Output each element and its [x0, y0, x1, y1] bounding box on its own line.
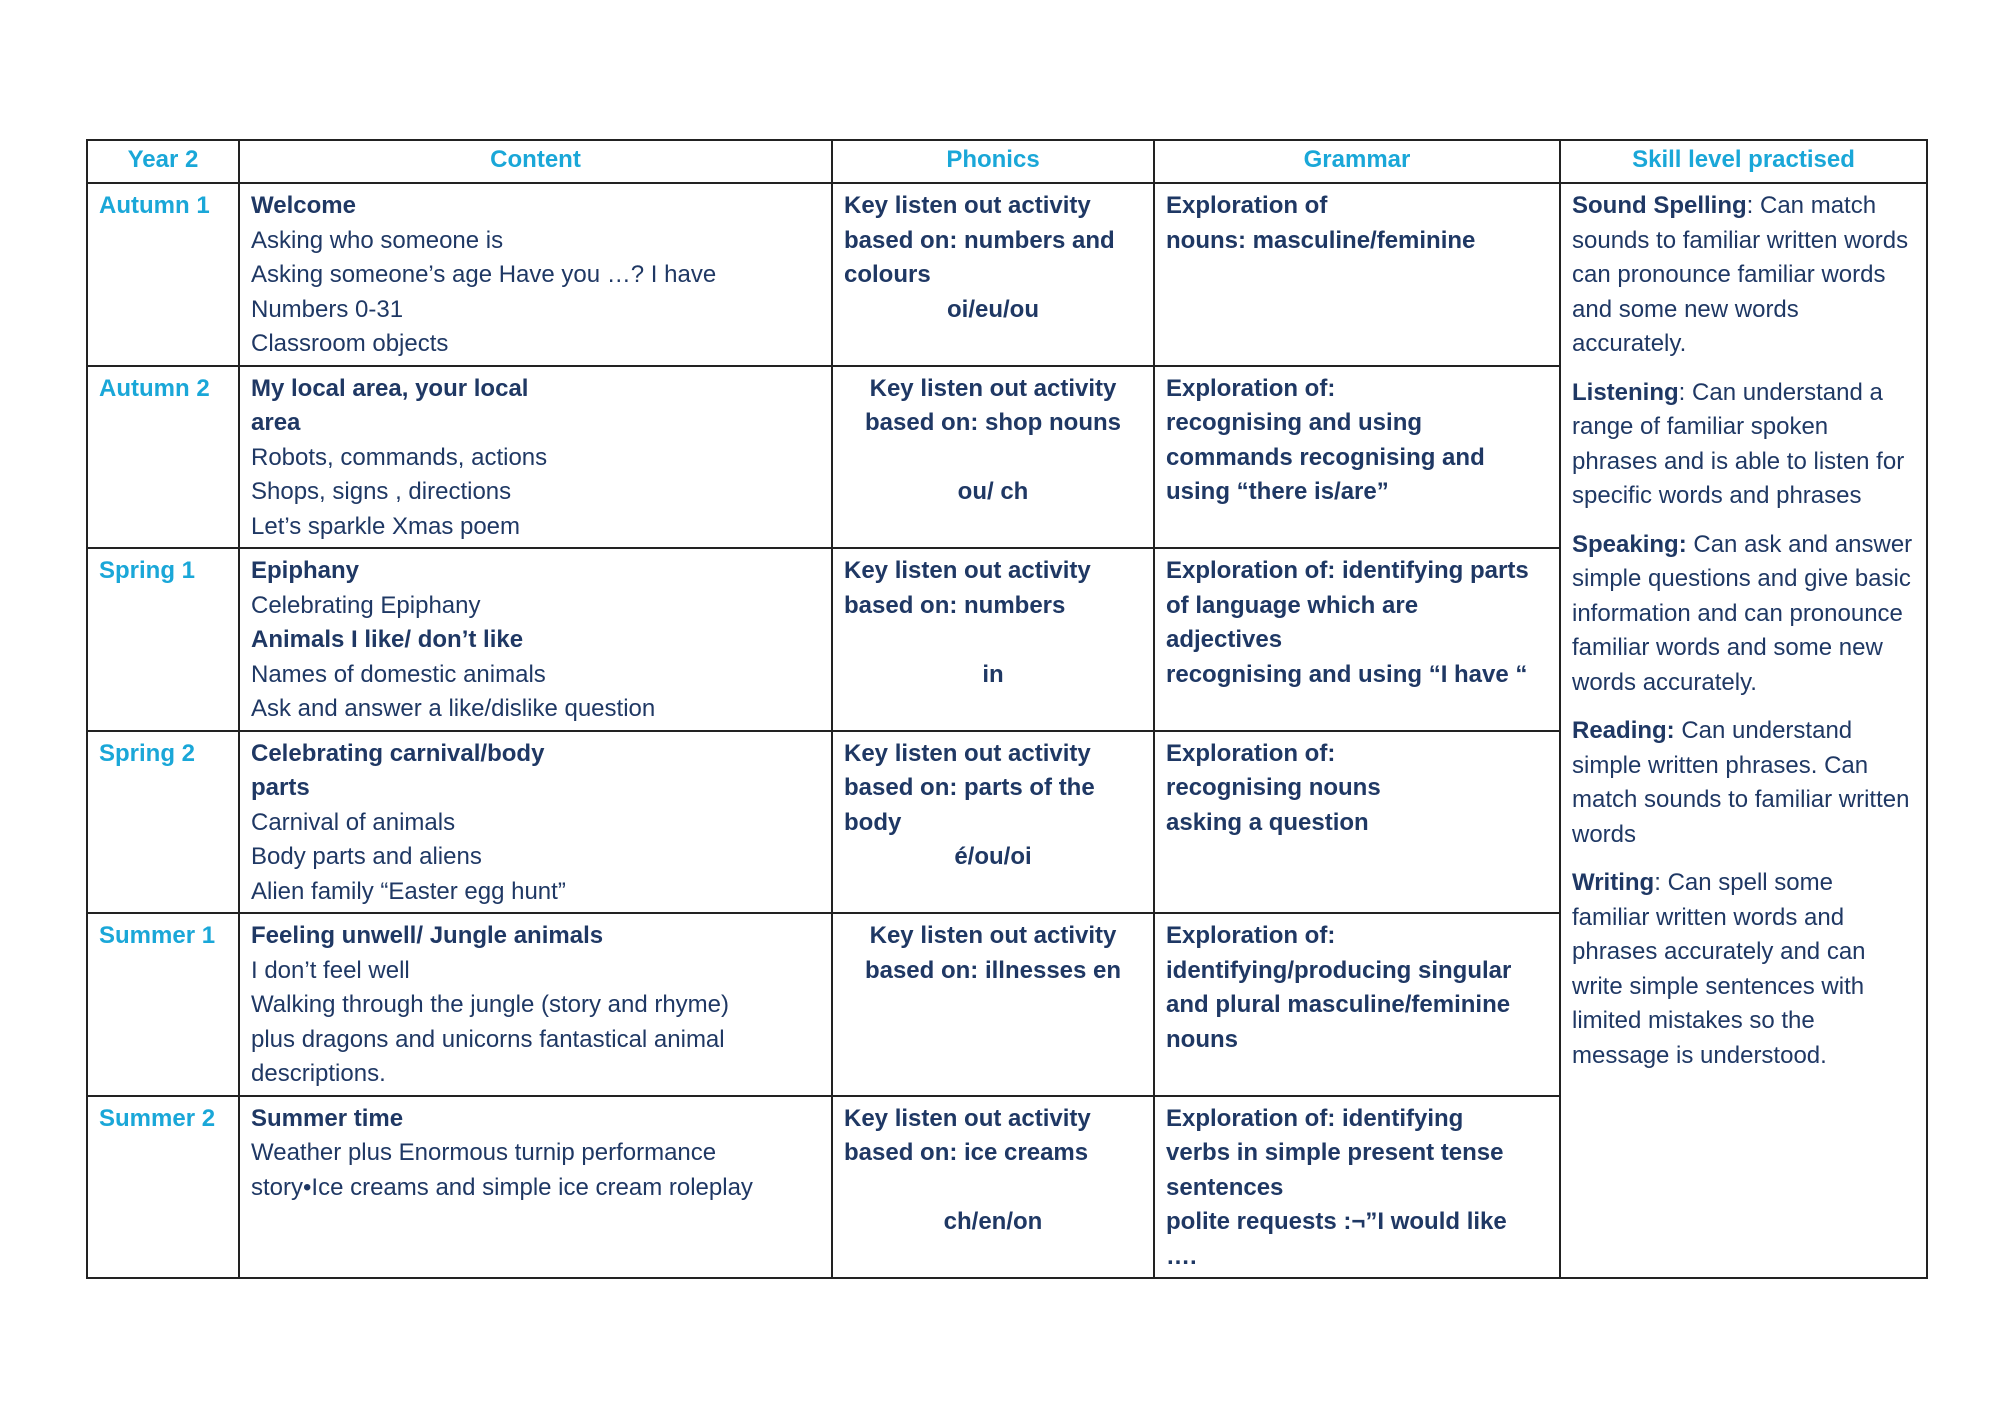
skill-name: Listening: [1572, 378, 1679, 406]
content-cell: [239, 1096, 832, 1279]
phonics-cell: [832, 1096, 1154, 1279]
phonics-line: Key listen out activity: [844, 1104, 1091, 1132]
content-line: Asking who someone is: [251, 226, 504, 254]
grammar-line: ….: [1166, 1242, 1197, 1270]
phonics-line: Key listen out activity: [869, 922, 1117, 949]
content-line: Celebrating Epiphany: [251, 591, 481, 619]
content-line: Summer time: [251, 1104, 404, 1132]
content-line: Celebrating carnival/body: [251, 739, 545, 767]
content-line: Weather plus Enormous turnip performance: [251, 1139, 717, 1166]
phonics-sound: in: [982, 660, 1004, 688]
content-line: Walking through the jungle (story and rhyme): [251, 991, 730, 1018]
phonics-header: Phonics: [832, 140, 1154, 183]
phonics-sound: é/ou/oi: [954, 843, 1032, 870]
grammar-line: nouns: [1166, 1025, 1238, 1053]
grammar-line: polite requests :¬”I would like: [1166, 1208, 1507, 1235]
phonics-line: based on: numbers and: [844, 226, 1115, 254]
content-line: Names of domestic animals: [251, 660, 546, 688]
term-label: Summer 1: [87, 913, 239, 1096]
grammar-line: Exploration of: identifying parts: [1166, 557, 1529, 584]
grammar-line: and plural masculine/feminine: [1166, 991, 1511, 1018]
content-line: area: [251, 409, 301, 436]
content-header: Content: [239, 140, 832, 183]
content-cell: [239, 913, 832, 1096]
skill-description: Can spell some familiar written words and phrases accurately and can write simple sentences with limited mistakes so the message is understood.: [1572, 869, 1866, 1069]
skill-separator: :: [1746, 192, 1760, 219]
content-line: Robots, commands, actions: [251, 443, 548, 471]
content-line: story•Ice creams and simple ice cream roleplay: [251, 1173, 753, 1201]
year-header: Year 2: [87, 140, 239, 183]
content-line: Welcome: [251, 192, 356, 219]
phonics-cell: [832, 731, 1154, 914]
grammar-line: recognising and using “I have “: [1166, 660, 1528, 688]
phonics-line: based on: shop nouns: [865, 409, 1121, 436]
phonics-cell: [832, 548, 1154, 731]
term-label: Spring 1: [87, 548, 239, 731]
grammar-line: Exploration of:: [1166, 922, 1336, 949]
content-line: Ask and answer a like/dislike question: [251, 695, 656, 722]
content-line: Body parts and aliens: [251, 843, 482, 870]
phonics-sound: ch/en/on: [943, 1208, 1043, 1235]
content-line: descriptions.: [251, 1060, 386, 1087]
content-line: parts: [251, 774, 310, 801]
content-line: Asking someone’s age Have you …? I have: [251, 261, 717, 288]
content-line: Carnival of animals: [251, 808, 456, 836]
table-row: [87, 183, 1927, 366]
grammar-line: recognising nouns: [1166, 774, 1381, 801]
skill-description: Can understand simple written phrases. Can match sounds to familiar written words: [1572, 717, 1910, 848]
phonics-sound: ou/ ch: [957, 478, 1029, 505]
grammar-line: Exploration of:: [1166, 374, 1336, 402]
grammar-line: verbs in simple present tense: [1166, 1139, 1504, 1166]
skill-name: Speaking:: [1572, 530, 1687, 558]
content-cell: [239, 548, 832, 731]
grammar-line: nouns: masculine/feminine: [1166, 226, 1476, 254]
phonics-line: based on: ice creams: [844, 1139, 1089, 1166]
phonics-cell: [832, 913, 1154, 1096]
skill-header: Skill level practised: [1560, 140, 1927, 183]
grammar-line: of language which are: [1166, 591, 1419, 619]
term-label: Autumn 1: [87, 183, 239, 366]
skill-name: Reading:: [1572, 717, 1675, 744]
grammar-cell: [1154, 731, 1560, 914]
grammar-header: Grammar: [1154, 140, 1560, 183]
term-label: Autumn 2: [87, 366, 239, 549]
grammar-line: using “there is/are”: [1166, 478, 1389, 505]
skill-description: Can match sounds to familiar written words can pronounce familiar words and some new words accurately.: [1572, 192, 1909, 357]
skill-description: Can understand a range of familiar spoken phrases and is able to listen for specific words and phrases: [1572, 378, 1905, 509]
term-label: Summer 2: [87, 1096, 239, 1279]
header-row: [87, 140, 1927, 183]
scheme-of-work-table: [86, 139, 1928, 1279]
content-cell: [239, 183, 832, 366]
skill-separator: :: [1678, 378, 1693, 406]
grammar-line: asking a question: [1166, 808, 1369, 836]
content-cell: [239, 366, 832, 549]
content-line: I don’t feel well: [251, 956, 410, 984]
grammar-cell: [1154, 1096, 1560, 1279]
skill-paragraph: [1572, 189, 1915, 362]
grammar-line: commands recognising and: [1166, 443, 1485, 471]
skill-paragraph: [1572, 528, 1915, 701]
content-line: Alien family “Easter egg hunt”: [251, 877, 566, 905]
grammar-cell: [1154, 366, 1560, 549]
phonics-line: Key listen out activity: [869, 374, 1117, 402]
content-line: Classroom objects: [251, 330, 449, 357]
spacer: [844, 441, 1142, 476]
skill-paragraph: [1572, 376, 1915, 514]
grammar-line: Exploration of: identifying: [1166, 1104, 1464, 1132]
grammar-line: Exploration of: [1166, 192, 1328, 219]
content-line: Let’s sparkle Xmas poem: [251, 512, 521, 540]
grammar-cell: [1154, 183, 1560, 366]
skill-description: Can ask and answer simple questions and give basic information and can pronounce familiar words and some new words accurately.: [1572, 530, 1913, 696]
spacer: [844, 623, 1142, 658]
skill-separator: :: [1654, 869, 1668, 896]
content-line: Animals I like/ don’t like: [251, 626, 524, 653]
content-line: Shops, signs , directions: [251, 478, 512, 505]
phonics-line: Key listen out activity: [844, 192, 1091, 219]
content-line: Numbers 0-31: [251, 295, 404, 323]
skill-paragraph: [1572, 866, 1915, 1073]
grammar-line: recognising and using: [1166, 409, 1423, 436]
content-line: plus dragons and unicorns fantastical animal: [251, 1025, 725, 1053]
content-cell: [239, 731, 832, 914]
grammar-line: sentences: [1166, 1173, 1284, 1201]
phonics-line: body: [844, 808, 902, 836]
phonics-line: based on: numbers: [844, 591, 1066, 619]
phonics-line: Key listen out activity: [844, 739, 1091, 767]
phonics-sound: oi/eu/ou: [947, 295, 1039, 323]
term-label: Spring 2: [87, 731, 239, 914]
skill-name: Writing: [1572, 869, 1655, 896]
grammar-cell: [1154, 548, 1560, 731]
skill-name: Sound Spelling: [1572, 192, 1747, 219]
skill-cell: [1560, 183, 1927, 1278]
phonics-line: based on: parts of the: [844, 774, 1095, 801]
content-line: Epiphany: [251, 557, 360, 584]
skill-paragraph: [1572, 714, 1915, 852]
grammar-cell: [1154, 913, 1560, 1096]
grammar-line: Exploration of:: [1166, 739, 1336, 767]
grammar-line: adjectives: [1166, 626, 1283, 653]
phonics-line: based on: illnesses en: [864, 956, 1122, 984]
content-line: My local area, your local: [251, 374, 529, 402]
grammar-line: identifying/producing singular: [1166, 956, 1512, 984]
content-line: Feeling unwell/ Jungle animals: [251, 922, 604, 949]
phonics-cell: [832, 366, 1154, 549]
phonics-line: colours: [844, 261, 931, 288]
phonics-line: Key listen out activity: [844, 557, 1091, 584]
spacer: [844, 1171, 1142, 1206]
phonics-cell: [832, 183, 1154, 366]
